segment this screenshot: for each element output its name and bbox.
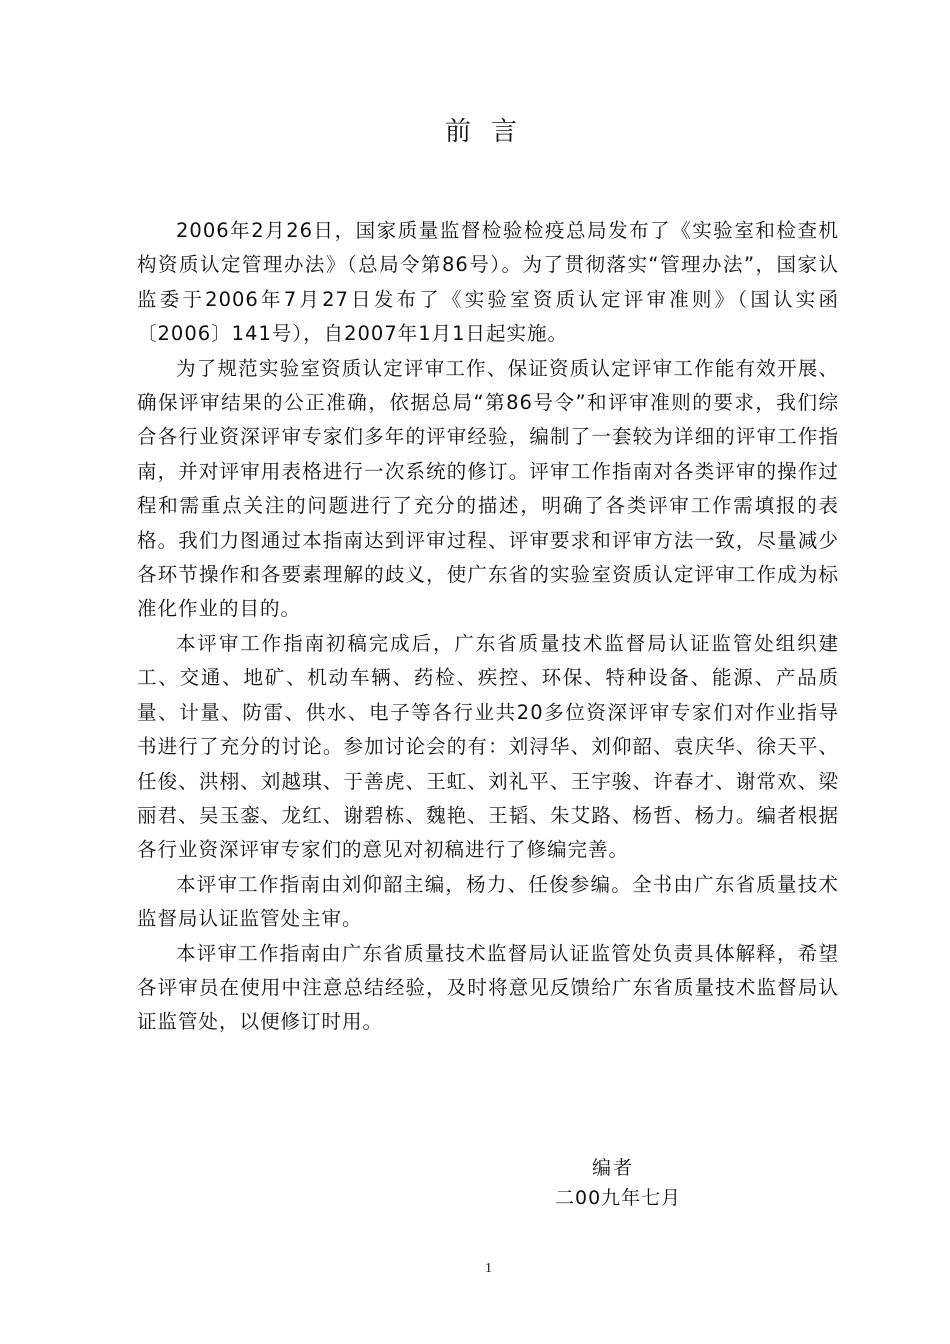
signature-block — [555, 1153, 715, 1213]
page-title: 前言 — [444, 117, 537, 147]
preface-body — [137, 214, 839, 1040]
paragraph-1: 2006年2月26日，国家质量监督检验检疫总局发布了《实验室和检查机构资质认定管理办法》（总局令第86号）。为了贯彻落实“管理办法”，国家认监委于2006年7月27日发布了《实验室资质认定评审准则》（国认实函〔2006〕141号），自2007年1月1日起实施。 — [137, 219, 839, 346]
signature-date: 二00九年七月 — [555, 1187, 682, 1209]
paragraph-4: 本评审工作指南由刘仰韶主编，杨力、任俊参编。全书由广东省质量技术监督局认证监管处主审。 — [137, 872, 839, 931]
signature-editor: 编者 — [592, 1157, 635, 1179]
paragraph-5: 本评审工作指南由广东省质量技术监督局认证监管处负责具体解释，希望各评审员在使用中注意总结经验，及时将意见反馈给广东省质量技术监督局认证监管处，以便修订时用。 — [137, 941, 839, 1034]
paragraph-2: 为了规范实验室资质认定评审工作、保证资质认定评审工作能有效开展、确保评审结果的公正准确，依据总局“第86号令”和评审准则的要求，我们综合各行业资深评审专家们多年的评审经验，编制了一套较为详细的评审工作指南，并对评审用表格进行一次系统的修订。评审工作指南对各类评审的操作过程和需重点关注的问题进行了充分的描述，明确了各类评审工作需填报的表格。我们力图通过本指南达到评审过程、评审要求和评审方法一致，尽量减少各环节操作和各要素理解的歧义，使广东省的实验室资质认定评审工作成为标准化作业的目的。 — [137, 356, 839, 621]
paragraph-3: 本评审工作指南初稿完成后，广东省质量技术监督局认证监管处组织建工、交通、地矿、机动车辆、药检、疾控、环保、特种设备、能源、产品质量、计量、防雷、供水、电子等各行业共20多位资深评审专家们对作业指导书进行了充分的讨论。参加讨论会的有：刘浔华、刘仰韶、袁庆华、徐天平、任俊、洪栩、刘越琪、于善虎、王虹、刘礼平、王宇骏、许春才、谢常欢、梁丽君、吴玉銮、龙红、谢碧栋、魏艳、王韬、朱艾路、杨哲、杨力。编者根据各行业资深评审专家们的意见对初稿进行了修编完善。 — [137, 631, 839, 862]
page-number: 1 — [485, 1261, 492, 1276]
